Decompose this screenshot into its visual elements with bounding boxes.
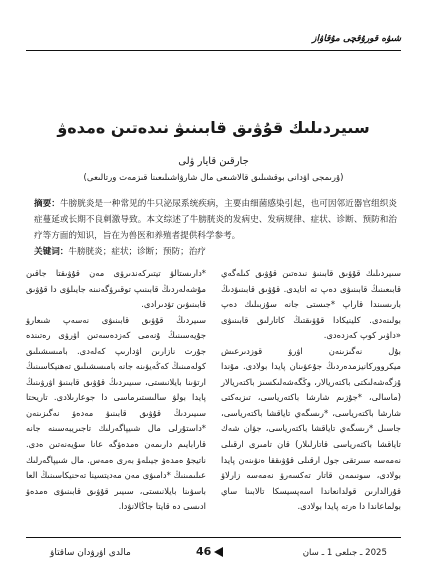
abstract: [34, 196, 397, 244]
article-author: جارقىن قايار ۋلى: [178, 156, 249, 167]
keywords-label: 关键词：: [34, 247, 69, 257]
footer-issue: 2025 ـ جىلعى 1 ـ سان: [302, 548, 387, 558]
author-affiliation: (ۇرىمجى اۋدانى بوقشىلىق قالاشىعى مال شارۋاشىلىعىنا قىزمەت ورتالىعى): [83, 173, 344, 183]
paragraph: سىيردىڭ قۇۋىق قابىنىۋى نەسەپ شىعارۋ جۇيەسىنىڭ ۇنەمى كەزدەسەتىن اۋرۋى رەتىندە جۇرت نازارىن اۋدارىپ كەلەدى. بامىسشىلىق كولەمىنىڭ كەڭەيۋىنە جانە بامىسشىلىق تەھنيكاسىنىڭ ارتۋىنا بايلانىستى، سىيىردىڭ قۇۋىق قابىنىۋ اۋرۋىنىڭ پايدا بولۋ سالىستىرماسى دا جوعارىلادى. تاريحتا سىيىردىڭ قۇۋىق قابىنىۋ مەدەۋ نەگىزىنەن *داستۇرلى مال شىيپاگەرلىك تاجىريبەسىنە جانە قارابايىم دارىمەن ەمدەۋگە عانا سۇيەنەتىن ەدى. ناتيجۇ ەمدەۋ جيىلەۋ بەرى ەمەس. مال شىيپاگەرلىك عىلىمىنىڭ *دامىۋى مەن مەديتسينا تەحنيكاسىنىڭ العا باسۋىنا بايلانىستى، سىيىر قۇۋىق قابىنىۋى ەمدەۋ ادىسى دە قايتا جاڭالانۋدا.: [26, 314, 206, 512]
footer-rule: [26, 537, 401, 538]
keywords: [34, 245, 397, 257]
abstract-text: 牛膀胱炎是一种常见的牛只泌尿系统疾病，主要由细菌感染引起，也可因邻近器官组织炎症蔓延或长期不良刺激导致。本文综述了牛膀胱炎的发病史、发病规律、症状、诊断、预防和治疗等方面的知识，旨在为兽医和养殖者提供科学参考。: [34, 199, 397, 241]
abstract-label: 摘要：: [34, 199, 60, 209]
paragraph: سىيردىلىك قۇۋىق قابىنىۋ نىدەتىن قۇۋىق كىلەگەي قابىعىنىڭ قابىنىۋى دەپ تە اتايدى. قۇۋىق قابىنىۋدىڭ بارىسىندا قاراپ *جىستى جانە سۇزبىلىك دەپ بولىنەدى. كلينيكادا قۇۋىقتىڭ كاتارلىق قابىنىۋى «داۋىر كوپ كەزدەدى.: [221, 268, 401, 341]
header-rule: [26, 50, 401, 51]
keywords-text: 牛膀胱炎；症状；诊断；预防；治疗: [68, 247, 206, 257]
page-marker-triangle-icon: [214, 547, 223, 557]
article-title: سىيردىلىك قۇۋىق قابىنىۋ نىدەتىن ەمدەۋ: [57, 118, 370, 137]
running-header: شىۋە قورۇقچى مۇقاۋاز: [312, 34, 401, 44]
body-column-right: [221, 266, 401, 515]
paragraph: بۇل نەگىزىنەن اۋرۋ قوزدىرعىش ميكرووركانيزمدەردىڭ جۇعۋىنان پايدا بولادى. مۇندا ۇزگەشەلىكتى باكتەريالار، وڭگەشەلىكسىز باكتەريالار (ماسالى، *جۇزىم شارشا باكتەرياسى، تىزبەكتى شارشا باكتەرياسى، *رىسگەي تاياقشا باكتەرياسى، جاسىل *رىسگەي تاياقشا باكتەرياسى، جۋان شەك تاياقشا باكتەرياسى قاتارلىلار) قان تامىرى ارقىلى نەمەسە سىرتقى جول ارقىلى قۇۋىققا ەنۋىنەن پايدا بولادى، سونىمەن قاتار تەكسەرۋ نەمەسە زارلاۋ قۇرالدارىن قولدانعاندا اسەپسيسكا تالابىنا ساي بولماعاندا دا ەرتە پايدا بولادى.: [221, 345, 401, 512]
page-number: 46: [196, 545, 212, 558]
paragraph: *دارىستالۋ تيتىركەندىرۋى مەن قۇۋىقتا جاقىن مۇشەلەردىڭ قابىنىپ توقىرۋگەنىنە جايىلۋى دا قۇۋىق قابىنىۋىن تۋدىرادى.: [26, 268, 206, 310]
footer-journal-name: مالدى اۋرۋدان ساقتاۋ: [50, 548, 131, 558]
body-column-left: [26, 266, 206, 515]
